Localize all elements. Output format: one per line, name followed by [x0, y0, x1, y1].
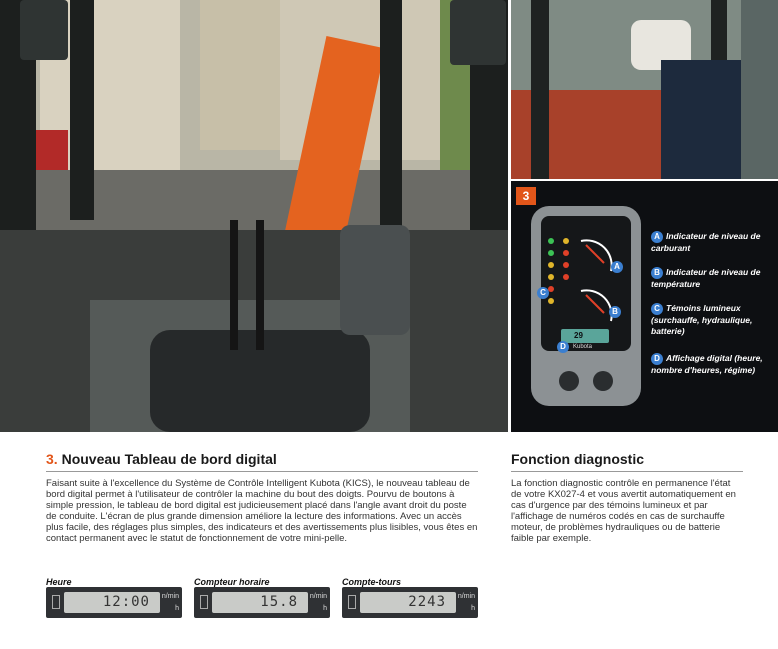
diagnostic-title: Fonction diagnostic: [511, 451, 644, 467]
panel-brand: Kubota: [573, 344, 593, 350]
display-label-compteur: Compteur horaire: [194, 577, 270, 587]
display-tours: [342, 587, 478, 618]
callout-a-badge: A: [651, 231, 663, 243]
hourglass-icon: [200, 595, 208, 609]
lcd-value: 15.8: [260, 594, 298, 610]
display-label-heure: Heure: [46, 577, 72, 587]
callout-b-badge: B: [651, 267, 663, 279]
lcd-screen: [212, 592, 308, 613]
display-label-tours: Compte-tours: [342, 577, 401, 587]
lcd-value: 2243: [408, 594, 446, 610]
marker-d: D: [557, 341, 569, 353]
marker-b: B: [609, 306, 621, 318]
section-divider: [46, 471, 478, 472]
panel-number-badge: 3: [516, 187, 536, 205]
callout-c-badge: C: [651, 303, 663, 315]
hourglass-icon: [52, 595, 60, 609]
lcd-value: 12:00: [102, 594, 150, 610]
callout-a: [651, 231, 776, 254]
callout-d: [651, 353, 776, 376]
lcd-unit-rpm: n/min: [309, 593, 327, 600]
lcd-screen: [360, 592, 456, 613]
digital-dashboard-panel: [511, 181, 778, 432]
display-compteur: [194, 587, 330, 618]
cab-door-illustration: [511, 0, 778, 179]
diagnostic-body: La fonction diagnostic contrôle en permanence l'état de votre KX027-4 et vous avertit automatiquement en cas d'urgence par des témoins lumineux et par l'affichage de numéros codés en cas de surchauffe moteur, de problèmes hydrauliques ou de batterie faible par exemple.: [511, 478, 736, 544]
callout-d-badge: D: [651, 353, 663, 365]
callout-a-text: Indicateur de niveau de carburant: [651, 231, 761, 253]
callout-c: [651, 303, 776, 337]
marker-c: C: [537, 287, 549, 299]
callout-c-text: Témoins lumineux (surchauffe, hydraulique, batterie): [651, 303, 753, 336]
section-title-text: Nouveau Tableau de bord digital: [61, 451, 277, 467]
marker-a: A: [611, 261, 623, 273]
section-title: [46, 451, 277, 467]
diagnostic-divider: [511, 471, 743, 472]
cab-door-photo: [511, 0, 778, 179]
cab-interior-illustration: [0, 0, 508, 432]
lcd-unit-rpm: n/min: [161, 593, 179, 600]
lcd-unit-hours: h: [175, 605, 179, 612]
section-number: 3.: [46, 451, 58, 467]
section-body: Faisant suite à l'excellence du Système de Contrôle Intelligent Kubota (KICS), le nouveau tableau de bord digital permet à l'utilisateur de contrôler la machine du bout des doigts. Pourvu de boutons à simple pression, le tableau de bord digital est judicieusement placé dans l'angle avant droit du poste de conduite. L'écran de plus grande dimension améliore la lecture des informations. Avec un accès plus facile, des réglages plus simples, des indicateurs et des avertissements plus lisibles, vous êtes en contact permanent avec le statut de fonctionnement de votre mini-pelle.: [46, 478, 478, 544]
callout-b-text: Indicateur de niveau de température: [651, 267, 761, 289]
panel-lcd-value: 29: [574, 331, 583, 340]
callout-b: [651, 267, 776, 290]
callout-d-text: Affichage digital (heure, nombre d'heures, régime): [651, 353, 763, 375]
lcd-screen: [64, 592, 160, 613]
lcd-unit-hours: h: [471, 605, 475, 612]
display-heure: [46, 587, 182, 618]
hourglass-icon: [348, 595, 356, 609]
cab-interior-photo: [0, 0, 508, 432]
lcd-unit-hours: h: [323, 605, 327, 612]
lcd-unit-rpm: n/min: [457, 593, 475, 600]
